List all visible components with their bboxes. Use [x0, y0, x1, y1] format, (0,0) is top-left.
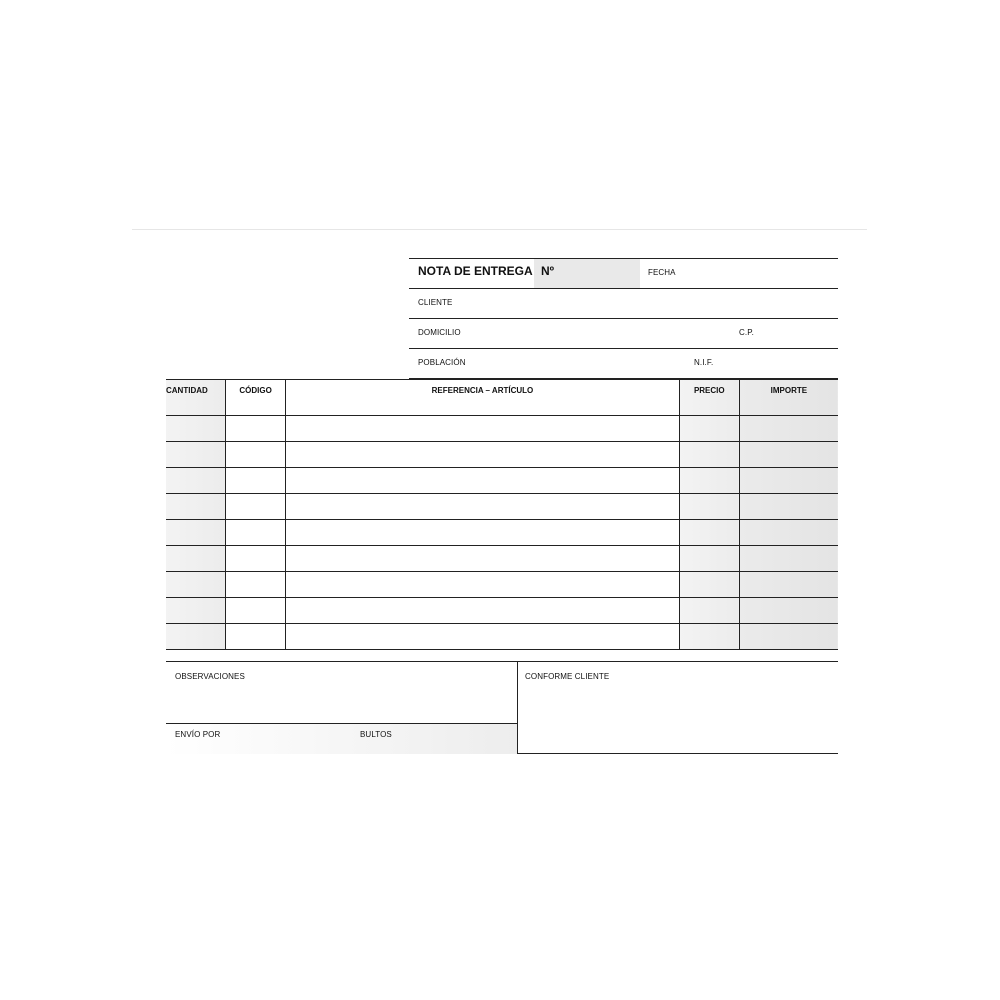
importe-cell[interactable] — [739, 624, 838, 650]
precio-cell[interactable] — [679, 598, 739, 624]
column-header-precio: PRECIO — [679, 380, 739, 416]
document-title: NOTA DE ENTREGA — [418, 264, 533, 278]
conforme-label: CONFORME CLIENTE — [525, 672, 610, 681]
importe-cell[interactable] — [739, 520, 838, 546]
table-row — [166, 468, 838, 494]
table-row — [166, 624, 838, 650]
precio-cell[interactable] — [679, 468, 739, 494]
cantidad-cell[interactable] — [166, 416, 226, 442]
number-field[interactable] — [534, 259, 640, 288]
table-row — [166, 494, 838, 520]
cantidad-cell[interactable] — [166, 442, 226, 468]
column-header-referencia: REFERENCIA – ARTÍCULO — [286, 380, 680, 416]
referencia-cell[interactable] — [286, 520, 680, 546]
observaciones-field[interactable] — [166, 662, 518, 753]
bultos-label: BULTOS — [360, 730, 392, 739]
table-row — [166, 598, 838, 624]
importe-cell[interactable] — [739, 494, 838, 520]
column-header-codigo: CÓDIGO — [226, 380, 286, 416]
footer-block — [166, 661, 838, 754]
poblacion-field[interactable] — [409, 349, 838, 379]
cantidad-cell[interactable] — [166, 546, 226, 572]
precio-cell[interactable] — [679, 546, 739, 572]
referencia-cell[interactable] — [286, 416, 680, 442]
table-row — [166, 520, 838, 546]
precio-cell[interactable] — [679, 442, 739, 468]
codigo-cell[interactable] — [226, 442, 286, 468]
table-body — [166, 416, 838, 650]
column-header-importe: IMPORTE — [739, 380, 838, 416]
fecha-label: FECHA — [648, 268, 676, 277]
precio-cell[interactable] — [679, 494, 739, 520]
cantidad-cell[interactable] — [166, 494, 226, 520]
cantidad-cell[interactable] — [166, 624, 226, 650]
referencia-cell[interactable] — [286, 546, 680, 572]
poblacion-label: POBLACIÓN — [418, 358, 466, 367]
cliente-label: CLIENTE — [418, 298, 453, 307]
table-row — [166, 416, 838, 442]
column-header-cantidad: CANTIDAD — [166, 380, 226, 416]
domicilio-label: DOMICILIO — [418, 328, 461, 337]
top-divider — [132, 229, 867, 230]
precio-cell[interactable] — [679, 572, 739, 598]
codigo-cell[interactable] — [226, 598, 286, 624]
referencia-cell[interactable] — [286, 598, 680, 624]
codigo-cell[interactable] — [226, 494, 286, 520]
codigo-cell[interactable] — [226, 416, 286, 442]
referencia-cell[interactable] — [286, 468, 680, 494]
codigo-cell[interactable] — [226, 572, 286, 598]
precio-cell[interactable] — [679, 624, 739, 650]
codigo-cell[interactable] — [226, 546, 286, 572]
conforme-cliente-field[interactable] — [518, 662, 838, 753]
referencia-cell[interactable] — [286, 624, 680, 650]
header-block — [409, 258, 838, 379]
codigo-cell[interactable] — [226, 520, 286, 546]
header-row-title — [409, 259, 838, 289]
table-row — [166, 572, 838, 598]
importe-cell[interactable] — [739, 546, 838, 572]
observaciones-label: OBSERVACIONES — [175, 672, 245, 681]
table-row — [166, 546, 838, 572]
precio-cell[interactable] — [679, 416, 739, 442]
precio-cell[interactable] — [679, 520, 739, 546]
envio-field[interactable] — [166, 723, 517, 754]
importe-cell[interactable] — [739, 416, 838, 442]
table-header-row — [166, 380, 838, 416]
referencia-cell[interactable] — [286, 442, 680, 468]
envio-label: ENVÍO POR — [175, 730, 221, 739]
referencia-cell[interactable] — [286, 494, 680, 520]
items-table — [166, 379, 838, 650]
referencia-cell[interactable] — [286, 572, 680, 598]
importe-cell[interactable] — [739, 468, 838, 494]
domicilio-field[interactable] — [409, 319, 838, 349]
cantidad-cell[interactable] — [166, 520, 226, 546]
cp-label: C.P. — [739, 328, 754, 337]
importe-cell[interactable] — [739, 598, 838, 624]
cliente-field[interactable] — [409, 289, 838, 319]
codigo-cell[interactable] — [226, 468, 286, 494]
importe-cell[interactable] — [739, 572, 838, 598]
codigo-cell[interactable] — [226, 624, 286, 650]
table-row — [166, 442, 838, 468]
cantidad-cell[interactable] — [166, 598, 226, 624]
nif-label: N.I.F. — [694, 358, 714, 367]
cantidad-cell[interactable] — [166, 572, 226, 598]
importe-cell[interactable] — [739, 442, 838, 468]
number-label: Nº — [541, 264, 555, 278]
cantidad-cell[interactable] — [166, 468, 226, 494]
